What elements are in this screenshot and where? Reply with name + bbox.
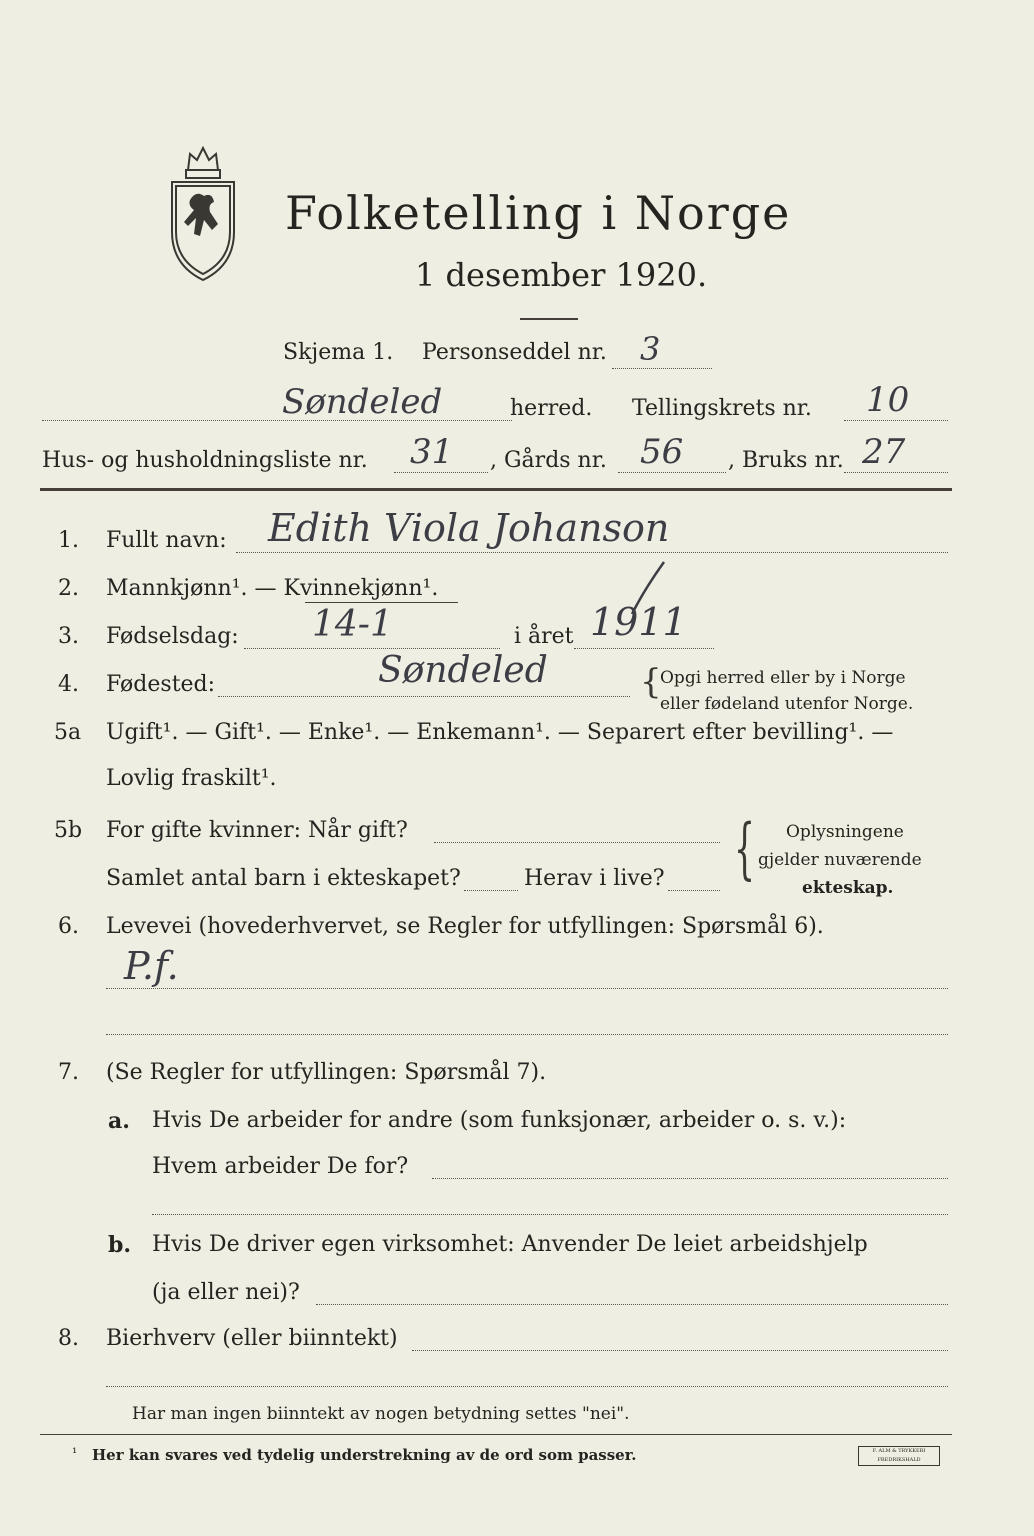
bruks-label: , Bruks nr.: [728, 448, 844, 473]
q2-number: 2.: [58, 576, 79, 601]
q5b-number: 5b: [54, 818, 83, 843]
gards-value[interactable]: 56: [640, 432, 684, 472]
ekteskap-note-1: Oplysningene: [786, 822, 904, 842]
q5a-number: 5a: [54, 720, 82, 745]
personseddel-label: Personseddel nr.: [422, 340, 607, 365]
bruks-value[interactable]: 27: [862, 432, 906, 472]
q7b-line-2: (ja eller nei)?: [152, 1280, 300, 1305]
q3-number: 3.: [58, 624, 79, 649]
q7a-letter: a.: [108, 1108, 130, 1134]
q7b-line-1: Hvis De driver egen virksomhet: Anvender De leiet arbeidshjelp: [152, 1232, 868, 1257]
q7a-line-2: Hvem arbeider De for?: [152, 1154, 409, 1179]
tellingskrets-label: Tellingskrets nr.: [632, 396, 812, 421]
kjonn-label: Mannkjønn¹. — Kvinnekjønn¹.: [106, 576, 439, 601]
husliste-label: Hus- og husholdningsliste nr.: [42, 448, 368, 473]
fullt-navn-label: Fullt navn:: [106, 528, 227, 553]
census-date: 1 desember 1920.: [415, 256, 708, 294]
levevei-label: Levevei (hovederhvervet, se Regler for utfyllingen: Spørsmål 6).: [106, 914, 824, 939]
levevei-value[interactable]: P.f.: [124, 944, 179, 988]
coat-of-arms-icon: [160, 140, 246, 285]
fodested-note-1: Opgi herred eller by i Norge: [660, 668, 906, 688]
q6-number: 6.: [58, 914, 79, 939]
bierhverv-label: Bierhverv (eller biinntekt): [106, 1326, 398, 1351]
husliste-value[interactable]: 31: [410, 432, 454, 472]
footer-divider: [40, 1434, 952, 1435]
q7b-letter: b.: [108, 1232, 132, 1258]
q8-number: 8.: [58, 1326, 79, 1351]
fodselsdag-value[interactable]: 14-1: [312, 604, 393, 645]
ekteskap-note-2: gjelder nuværende: [758, 850, 922, 870]
form-title: Folketelling i Norge: [285, 186, 792, 240]
aaret-value[interactable]: 1911: [590, 600, 687, 644]
ekteskap-note-3: ekteskap.: [802, 878, 894, 898]
printer-stamp: F. ALM & TRYKKERI FREDRIKSHALD: [858, 1446, 940, 1466]
tellingskrets-value[interactable]: 10: [866, 380, 910, 420]
title-divider: [520, 318, 578, 320]
fodselsdag-label: Fødselsdag:: [106, 624, 239, 649]
kvinnekjonn-underline: [305, 602, 458, 603]
fodested-brace: {: [640, 662, 662, 702]
q7a-line-1: Hvis De arbeider for andre (som funksjonær, arbeider o. s. v.):: [152, 1108, 847, 1133]
ekteskap-brace: {: [734, 810, 755, 887]
herav-i-live-label: Herav i live?: [524, 866, 665, 891]
fodested-note-2: eller fødeland utenfor Norge.: [660, 694, 914, 714]
sivilstand-line-1: Ugift¹. — Gift¹. — Enke¹. — Enkemann¹. — Separert efter bevilling¹. —: [106, 720, 894, 745]
antal-barn-label: Samlet antal barn i ekteskapet?: [106, 866, 461, 891]
footnote-marker: ¹: [72, 1446, 78, 1461]
nar-gift-label: For gifte kvinner: Når gift?: [106, 818, 408, 843]
q4-number: 4.: [58, 672, 79, 697]
q7-label: (Se Regler for utfyllingen: Spørsmål 7).: [106, 1060, 547, 1085]
personseddel-value[interactable]: 3: [640, 330, 661, 368]
q7-number: 7.: [58, 1060, 79, 1085]
fodested-value[interactable]: Søndeled: [378, 650, 548, 691]
herred-value[interactable]: Søndeled: [282, 382, 443, 422]
header-divider: [40, 488, 952, 491]
skjema-label: Skjema 1.: [283, 340, 394, 365]
fullt-navn-value[interactable]: Edith Viola Johanson: [268, 506, 670, 550]
herred-label: herred.: [510, 396, 593, 421]
biinntekt-note: Har man ingen biinntekt av nogen betydning settes "nei".: [132, 1404, 630, 1424]
q1-number: 1.: [58, 528, 79, 553]
footnote-text: Her kan svares ved tydelig understrekning av de ord som passer.: [92, 1446, 637, 1464]
fodested-label: Fødested:: [106, 672, 216, 697]
aaret-label: i året: [514, 624, 574, 649]
gards-label: , Gårds nr.: [490, 448, 607, 473]
sivilstand-line-2: Lovlig fraskilt¹.: [106, 766, 277, 791]
